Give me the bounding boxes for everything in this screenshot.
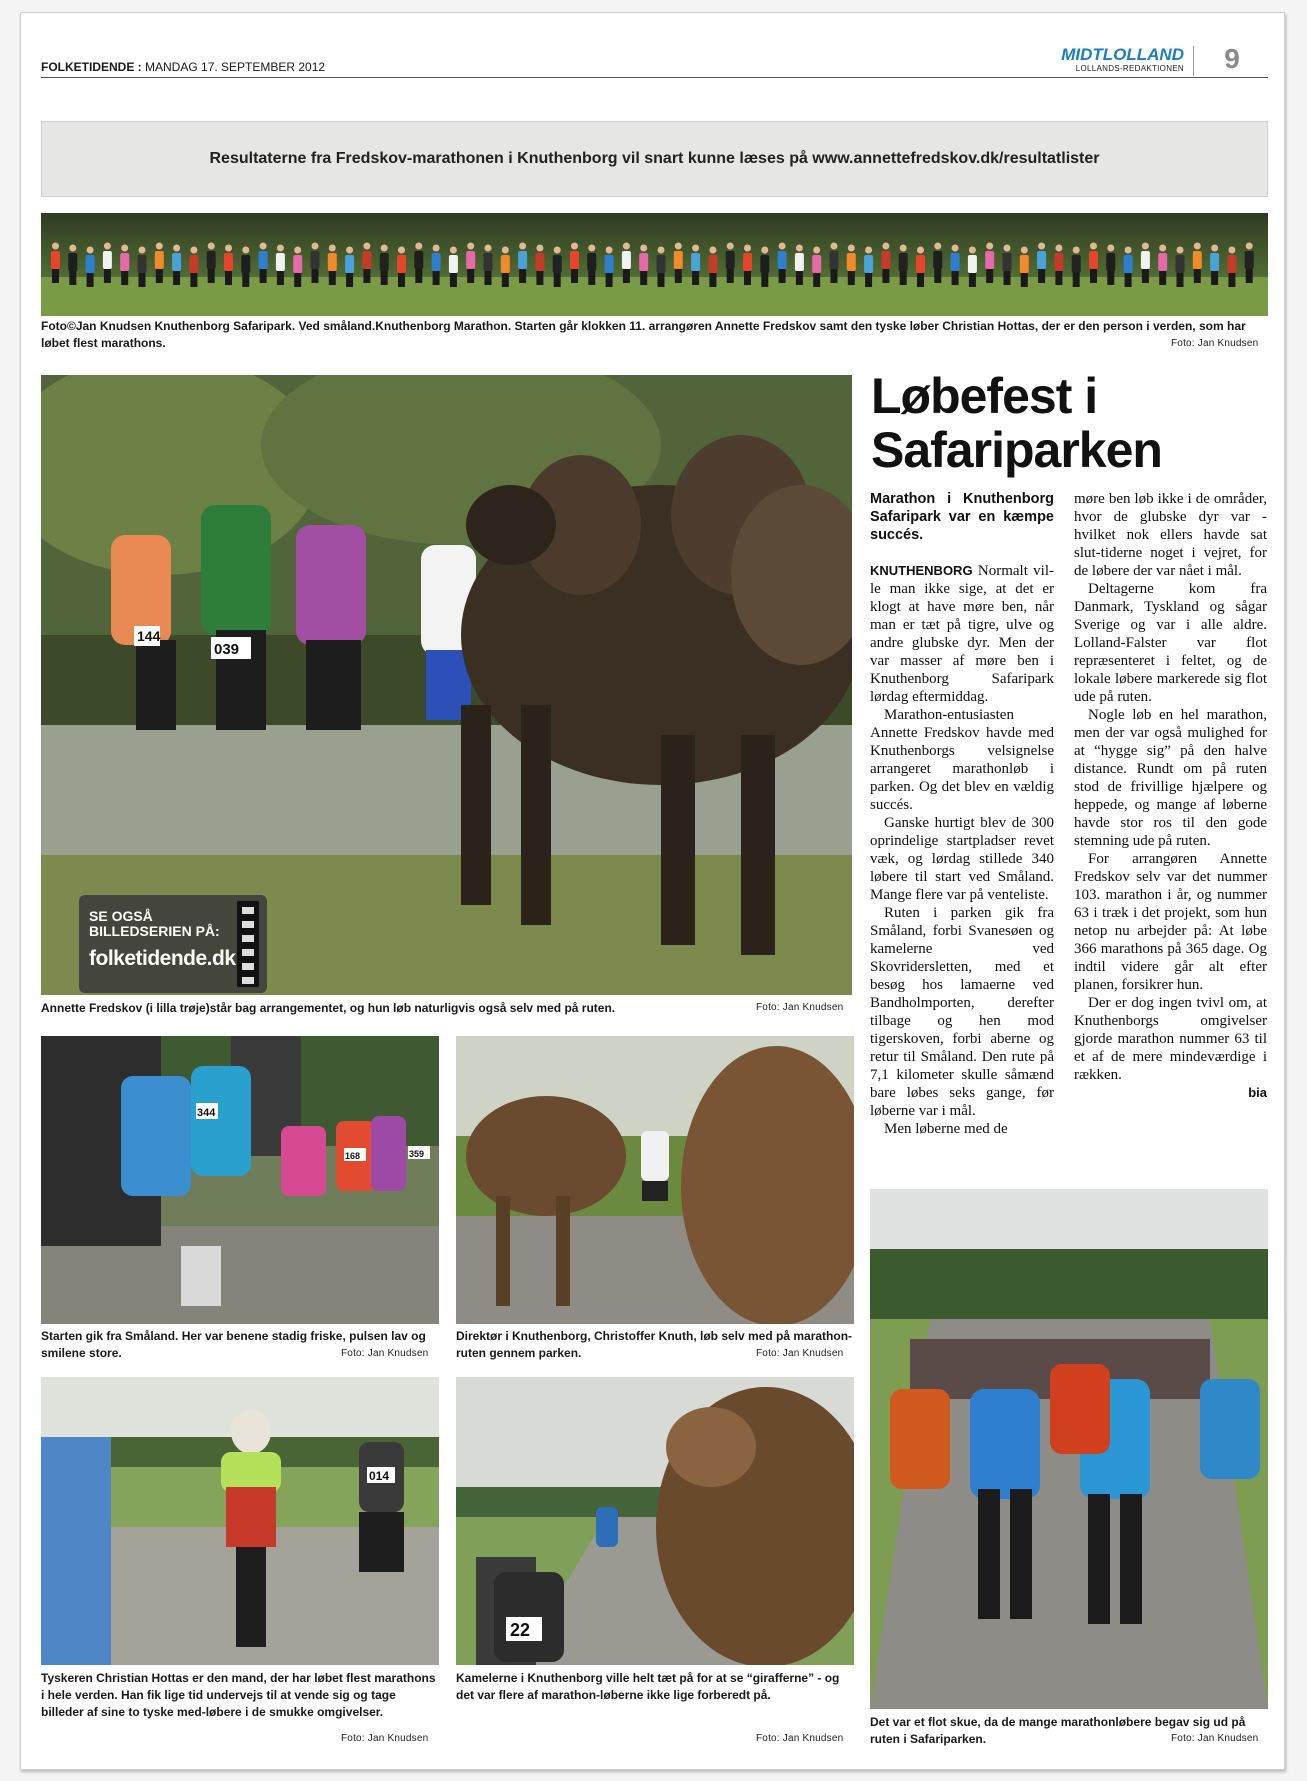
credit-main-photo: Foto: Jan Knudsen xyxy=(756,1002,844,1013)
runner-figure xyxy=(276,253,285,271)
caption-runners-route: Det var et flot skue, da de mange marathonløbere begav sig ud på ruten i Safariparken. xyxy=(870,1715,1246,1746)
runner-head xyxy=(260,243,267,250)
article-lead: Marathon i Knuthenborg Safaripark var en kæmpe succés. xyxy=(870,491,1054,543)
newspaper-page xyxy=(20,12,1285,1770)
runner-head xyxy=(52,243,59,250)
runner-legs xyxy=(467,269,474,283)
runner-legs xyxy=(415,269,422,283)
runner-head xyxy=(588,245,595,252)
runner-legs xyxy=(952,271,959,285)
runner-legs xyxy=(865,273,872,287)
runner-figure xyxy=(138,255,147,273)
runner-legs xyxy=(1073,273,1080,287)
runner-head xyxy=(1211,245,1218,252)
runner-head xyxy=(485,245,492,252)
runner-figure xyxy=(518,251,527,269)
runner-legs xyxy=(779,269,786,283)
runner-figure xyxy=(432,253,441,271)
paragraph: Deltagerne kom fra Danmark, Tyskland og sågar Sverige og var i alle aldre. Lolland-Falster var flot repræsenteret i feltet, og de lokale løbere markerede sig flot ude på ruten. xyxy=(1074,581,1267,705)
runner-head xyxy=(277,245,284,252)
runner-head xyxy=(139,247,146,254)
runner-head xyxy=(381,245,388,252)
runner-legs xyxy=(87,273,94,287)
runner-legs xyxy=(917,273,924,287)
runner-legs xyxy=(381,271,388,285)
runner-legs xyxy=(208,269,215,283)
runner-head xyxy=(502,247,509,254)
paragraph: For arrangøren Annette Fredskov selv var det nummer 103. marathon i år, og nummer 63 i træk i det projekt, som hun netop nu arbejder på: At løbe 366 marathons på 365 dage. Og indtil videre går alt efter planen, forsikrer hun. xyxy=(1074,851,1267,993)
runner-figure xyxy=(881,251,890,269)
runner-figure xyxy=(933,251,942,269)
runner-head xyxy=(1228,247,1235,254)
section-logo xyxy=(1047,46,1184,73)
runner-head xyxy=(173,245,180,252)
runner-legs xyxy=(1159,271,1166,285)
runner-figure xyxy=(1210,253,1219,271)
runner-figure xyxy=(345,255,354,273)
runner-figure xyxy=(968,255,977,273)
runner-legs xyxy=(485,271,492,285)
runner-head xyxy=(917,247,924,254)
runner-legs xyxy=(1228,273,1235,287)
page-header xyxy=(41,60,325,74)
runner-legs xyxy=(1194,269,1201,283)
runner-head xyxy=(623,243,630,250)
runner-head xyxy=(1090,243,1097,250)
runner-head xyxy=(744,245,751,252)
runner-legs xyxy=(156,269,163,283)
caption-director: Direktør i Knuthenborg, Christoffer Knuth, løb selv med på marathon-ruten gennem parken. xyxy=(456,1329,853,1360)
runner-legs xyxy=(658,273,665,287)
runner-head xyxy=(709,247,716,254)
runner-figure xyxy=(535,253,544,271)
runner-figure xyxy=(293,255,302,273)
runner-legs xyxy=(1055,271,1062,285)
bib-number: 144 xyxy=(137,628,161,644)
runner-legs xyxy=(692,271,699,285)
runner-figure xyxy=(172,253,181,271)
runner-figure xyxy=(1141,251,1150,269)
runner-legs xyxy=(502,273,509,287)
runner-head xyxy=(1021,247,1028,254)
runner-head xyxy=(294,247,301,254)
runner-legs xyxy=(294,273,301,287)
runner-figure xyxy=(605,255,614,273)
caption-christian-hottas: Tyskeren Christian Hottas er den mand, der har løbet flest marathons i hele verden. Han fik lige tid undervejs til at vende sig og tage billeder af sine to tyske med-løbere i de smukke omgivelser. xyxy=(41,1671,436,1719)
runner-figure xyxy=(1037,251,1046,269)
runner-legs xyxy=(242,273,249,287)
runner-figure xyxy=(224,253,233,271)
runner-legs xyxy=(709,273,716,287)
runner-head xyxy=(986,243,993,250)
runner-head xyxy=(571,243,578,250)
runner-legs xyxy=(173,271,180,285)
runner-figure xyxy=(103,251,112,269)
runner-head xyxy=(536,245,543,252)
issue-date: MANDAG 17. SEPTEMBER 2012 xyxy=(145,60,326,74)
runner-head xyxy=(796,245,803,252)
runner-head xyxy=(69,245,76,252)
runner-figure xyxy=(708,255,717,273)
runner-legs xyxy=(1246,269,1253,283)
runner-figure xyxy=(68,253,77,271)
badge-line1: SE OGSÅ xyxy=(89,908,153,924)
runner-figure xyxy=(1158,253,1167,271)
runner-head xyxy=(225,245,232,252)
runner-legs xyxy=(225,271,232,285)
runner-legs xyxy=(312,269,319,283)
runner-head xyxy=(1177,247,1184,254)
runner-legs xyxy=(1177,273,1184,287)
runner-head xyxy=(1038,243,1045,250)
bib-number: 014 xyxy=(369,1469,390,1483)
runner-figure xyxy=(362,251,371,269)
runner-legs xyxy=(675,269,682,283)
runner-legs xyxy=(848,271,855,285)
article-dateline: KNUTHENBORG xyxy=(870,563,973,578)
runner-head xyxy=(1107,245,1114,252)
runner-head xyxy=(346,247,353,254)
runner-figure xyxy=(1193,251,1202,269)
runner-figure xyxy=(311,251,320,269)
runner-figure xyxy=(397,255,406,273)
paragraph: Der er dog ingen tvivl om, at Knuthenborgs omgivelser gjorde marathon nummer 63 til et af de mere mindeværdige i rækken. xyxy=(1074,995,1267,1083)
runner-legs xyxy=(1004,271,1011,285)
article-column-1 xyxy=(870,490,1054,1138)
runner-figure xyxy=(847,253,856,271)
bib-number: 22 xyxy=(510,1620,531,1640)
bib-number: 168 xyxy=(345,1151,361,1161)
runner-legs xyxy=(346,273,353,287)
bib-number: 344 xyxy=(197,1107,216,1119)
runner-legs xyxy=(139,273,146,287)
runner-legs xyxy=(727,269,734,283)
runner-figure xyxy=(553,255,562,273)
runner-legs xyxy=(1090,269,1097,283)
runner-head xyxy=(1159,245,1166,252)
photo-director-camels xyxy=(456,1036,854,1324)
runner-legs xyxy=(554,273,561,287)
runner-figure xyxy=(466,251,475,269)
runner-head xyxy=(848,245,855,252)
runner-legs xyxy=(1125,273,1132,287)
runner-figure xyxy=(449,255,458,273)
runner-figure xyxy=(795,253,804,271)
runner-figure xyxy=(259,251,268,269)
bib-number: 039 xyxy=(214,641,240,658)
runner-figure xyxy=(639,253,648,271)
runner-legs xyxy=(190,273,197,287)
runner-figure xyxy=(1227,255,1236,273)
runner-head xyxy=(329,245,336,252)
runner-legs xyxy=(623,269,630,283)
caption-camel-closeup: Kamelerne i Knuthenborg ville helt tæt på for at se “girafferne” - og det var flere af marathon-løberne ikke lige forberedt på. xyxy=(456,1671,840,1702)
runner-head xyxy=(87,247,94,254)
runner-legs xyxy=(606,273,613,287)
runner-head xyxy=(779,243,786,250)
runner-head xyxy=(640,245,647,252)
runner-legs xyxy=(260,269,267,283)
runner-legs xyxy=(536,271,543,285)
paragraph: Ruten i parken gik fra Småland, forbi Svanesøen og kamelerne ved Skovridersletten, med et besøg hos lamaerne ved Bandholmporten, derefter tilbage og hen mod tigerskoven, forbi aberne og retur til Småland. Den rute på 7,1 kilometer skulle såmænd bare løbes seks gange, før løberne var i mål. xyxy=(870,905,1054,1119)
runner-figure xyxy=(674,251,683,269)
runner-legs xyxy=(831,269,838,283)
runner-legs xyxy=(433,271,440,285)
caption-main-photo: Annette Fredskov (i lilla trøje)står bag arrangementet, og hun løb naturligvis også selv med på ruten. xyxy=(41,1001,616,1015)
results-banner: Resultaterne fra Fredskov-marathonen i Knuthenborg vil snart kunne læses på www.annettefredskov.dk/resultatlister xyxy=(41,121,1268,197)
gallery-badge[interactable] xyxy=(79,895,267,993)
runner-legs xyxy=(519,269,526,283)
runner-head xyxy=(104,243,111,250)
credit-runners-route: Foto: Jan Knudsen xyxy=(1171,1733,1259,1744)
paragraph: møre ben løb ikke i de områder, hvor de glubske dyr var - hvilket nok ellers havde sat slut-tiderne noget i vejret, for de løbere der var nået i mål. xyxy=(1074,491,1267,579)
photo-runners-route xyxy=(870,1189,1268,1709)
photo-christian-hottas xyxy=(41,1377,439,1665)
page-number: 9 xyxy=(1224,43,1240,74)
runner-legs xyxy=(1211,271,1218,285)
runner-figure xyxy=(501,255,510,273)
runner-head xyxy=(190,247,197,254)
runner-figure xyxy=(484,253,493,271)
paragraph: Normalt vil-le man ikke sige, at det er klogt at have møre ben, når man er tæt på tigre, ulve og andre glubske dyr. Men der var masser af møre ben i Knuthenborg Safaripark lørdag eftermiddag. xyxy=(870,563,1054,705)
credit-christian-hottas: Foto: Jan Knudsen xyxy=(341,1733,429,1744)
runner-figure xyxy=(86,255,95,273)
runner-figure xyxy=(1020,255,1029,273)
runner-figure xyxy=(1072,255,1081,273)
runner-legs xyxy=(398,273,405,287)
runner-figure xyxy=(1054,253,1063,271)
runner-head xyxy=(865,247,872,254)
runner-figure xyxy=(760,255,769,273)
paragraph: Marathon-entusiasten Annette Fredskov havde med Knuthenborgs velsignelse arrangeret marathonløb i parken. Og det blev en vældig succés. xyxy=(870,707,1054,813)
runner-head xyxy=(727,243,734,250)
runner-legs xyxy=(934,269,941,283)
runner-legs xyxy=(277,271,284,285)
runner-legs xyxy=(1038,269,1045,283)
runner-head xyxy=(952,245,959,252)
runner-figure xyxy=(51,251,60,269)
credit-panorama: Foto: Jan Knudsen xyxy=(1171,338,1259,349)
runner-figure xyxy=(916,255,925,273)
runner-head xyxy=(606,247,613,254)
runner-head xyxy=(1073,247,1080,254)
runner-legs xyxy=(813,273,820,287)
credit-director: Foto: Jan Knudsen xyxy=(756,1348,844,1359)
paragraph: Men løberne med de xyxy=(884,1121,1008,1137)
runner-head xyxy=(813,247,820,254)
runner-head xyxy=(467,243,474,250)
runner-legs xyxy=(329,271,336,285)
runner-figure xyxy=(778,251,787,269)
runner-head xyxy=(242,247,249,254)
runner-figure xyxy=(587,253,596,271)
runner-figure xyxy=(951,253,960,271)
runner-head xyxy=(121,245,128,252)
runner-head xyxy=(208,243,215,250)
runner-figure xyxy=(1176,255,1185,273)
runner-legs xyxy=(640,271,647,285)
section-subtitle: LOLLANDS-REDAKTIONEN xyxy=(1075,64,1184,73)
runner-figure xyxy=(207,251,216,269)
runner-head xyxy=(969,247,976,254)
header-rule xyxy=(41,77,1268,78)
runner-figure xyxy=(241,255,250,273)
runner-legs xyxy=(52,269,59,283)
runner-head xyxy=(761,247,768,254)
runner-head xyxy=(1246,243,1253,250)
article-signature: bia xyxy=(1248,1085,1267,1100)
runner-figure xyxy=(830,251,839,269)
runner-head xyxy=(658,247,665,254)
runner-legs xyxy=(796,271,803,285)
runner-legs xyxy=(1142,269,1149,283)
runner-legs xyxy=(121,271,128,285)
credit-start-smaland: Foto: Jan Knudsen xyxy=(341,1348,429,1359)
runner-legs xyxy=(1021,273,1028,287)
runner-legs xyxy=(986,269,993,283)
runner-figure xyxy=(985,251,994,269)
runner-legs xyxy=(588,271,595,285)
bib-number: 359 xyxy=(409,1149,425,1159)
runner-legs xyxy=(900,271,907,285)
runner-figure xyxy=(570,251,579,269)
paper-name: FOLKETIDENDE : xyxy=(41,60,142,74)
paragraph: Ganske hurtigt blev de 300 oprindelige startpladser revet væk, og lørdag stillede 340 løbere til start ved Småland. Mange flere var på venteliste. xyxy=(870,815,1054,903)
runner-figure xyxy=(812,255,821,273)
runner-figure xyxy=(691,253,700,271)
runner-figure xyxy=(189,255,198,273)
runner-head xyxy=(831,243,838,250)
runner-legs xyxy=(761,273,768,287)
runner-head xyxy=(675,243,682,250)
runner-head xyxy=(398,247,405,254)
caption-panorama: Foto©Jan Knudsen Knuthenborg Safaripark. Ved småland.Knuthenborg Marathon. Starten går klokken 11. arrangøren Annette Fredskov samt den tyske løber Christian Hottas, der er den person i verden, som har løbet flest marathons. xyxy=(41,319,1246,350)
runner-head xyxy=(519,243,526,250)
runner-figure xyxy=(155,251,164,269)
runner-head xyxy=(1004,245,1011,252)
runner-legs xyxy=(571,269,578,283)
runner-figure xyxy=(657,255,666,273)
runner-legs xyxy=(882,269,889,283)
runner-figure xyxy=(414,251,423,269)
section-name: MIDTLOLLAND xyxy=(1061,45,1184,64)
runner-head xyxy=(554,247,561,254)
badge-line2: BILLEDSERIEN PÅ: xyxy=(89,923,220,939)
runner-legs xyxy=(969,273,976,287)
runner-head xyxy=(363,243,370,250)
runner-head xyxy=(882,243,889,250)
badge-site-link[interactable]: folketidende.dk xyxy=(89,947,236,970)
caption-start-smaland: Starten gik fra Småland. Her var benene stadig friske, pulsen lav og smilene store. xyxy=(41,1329,426,1360)
runner-legs xyxy=(450,273,457,287)
runner-figure xyxy=(1106,253,1115,271)
runner-legs xyxy=(104,269,111,283)
runner-figure xyxy=(1245,251,1254,269)
runner-head xyxy=(312,243,319,250)
photo-start-smaland xyxy=(41,1036,439,1324)
runner-legs xyxy=(744,271,751,285)
runner-head xyxy=(692,245,699,252)
header-divider xyxy=(1193,46,1194,76)
runner-head xyxy=(1194,243,1201,250)
runner-figure xyxy=(726,251,735,269)
runner-figure xyxy=(1124,255,1133,273)
runner-figure xyxy=(899,253,908,271)
runner-head xyxy=(1125,247,1132,254)
film-strip-icon xyxy=(237,901,259,987)
runner-figure xyxy=(1003,253,1012,271)
article-headline: Løbefest i Safariparken xyxy=(871,368,1162,478)
photo-camel-closeup xyxy=(456,1377,854,1665)
runner-head xyxy=(1142,243,1149,250)
runner-legs xyxy=(69,271,76,285)
runner-figure xyxy=(1089,251,1098,269)
photo-runners-panorama xyxy=(41,213,1268,316)
runner-legs xyxy=(363,269,370,283)
runner-figure xyxy=(328,253,337,271)
runner-figure xyxy=(380,253,389,271)
runner-head xyxy=(450,247,457,254)
credit-camel-closeup: Foto: Jan Knudsen xyxy=(756,1733,844,1744)
runner-figure xyxy=(120,253,129,271)
runner-head xyxy=(415,243,422,250)
runner-figure xyxy=(622,251,631,269)
paragraph: Nogle løb en hel marathon, men der var også mulighed for at “hygge sig” på den halve distance. Rundt om på ruten stod de frivillige hjælpere og heppede, og mange af løberne havde stor ros til den gode stemning ude på ruten. xyxy=(1074,707,1267,849)
runner-figure xyxy=(743,253,752,271)
runner-figure xyxy=(864,255,873,273)
runner-head xyxy=(934,243,941,250)
runner-head xyxy=(156,243,163,250)
article-column-2 xyxy=(1074,490,1267,1102)
runner-head xyxy=(1055,245,1062,252)
runner-head xyxy=(433,245,440,252)
runner-head xyxy=(900,245,907,252)
runner-legs xyxy=(1107,271,1114,285)
